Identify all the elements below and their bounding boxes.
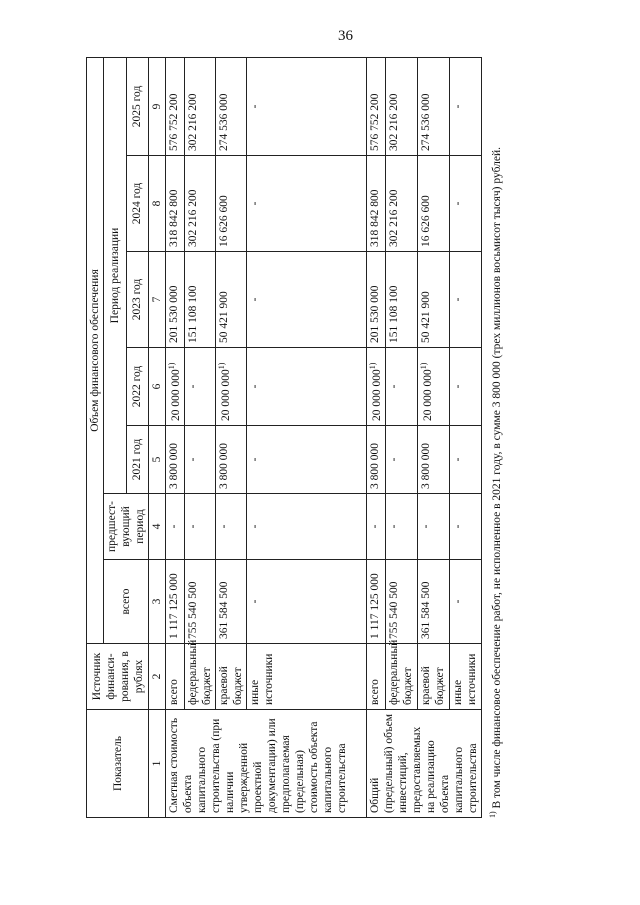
- source-cell: федеральный бюджет: [184, 644, 215, 710]
- value-cell: -: [450, 426, 482, 494]
- header-volume: Объем финансового обеспечения: [87, 57, 104, 643]
- header-year: 2025 год: [126, 57, 149, 155]
- column-number: 9: [149, 57, 166, 155]
- table-row: [184, 57, 215, 817]
- footnote: [488, 58, 504, 818]
- value-cell: 302 216 200: [184, 156, 215, 252]
- footnote-marker: 1): [488, 811, 498, 818]
- value-cell: 201 530 000: [366, 252, 385, 348]
- value-cell: 151 108 100: [184, 252, 215, 348]
- header-previous: предшест-вующий период: [104, 494, 149, 560]
- table-row: [450, 57, 482, 817]
- column-number: 7: [149, 252, 166, 348]
- value-cell: 302 216 200: [386, 57, 418, 155]
- source-cell: краевой бюджет: [215, 644, 246, 710]
- value-cell: 274 536 000: [215, 57, 246, 155]
- value-cell: -: [246, 426, 366, 494]
- value-cell: 576 752 200: [166, 57, 185, 155]
- source-cell: федеральный бюджет: [386, 644, 418, 710]
- value-cell: 3 800 000: [418, 426, 450, 494]
- value-text: 20 000 000: [169, 369, 182, 421]
- indicator-cell: Сметная стоимость объекта капитального строительства (при наличии утвержденной проектной документации) или предполагаемая (предельная) стоимость объекта капитального строительства: [166, 710, 367, 818]
- value-cell: 50 421 900: [215, 252, 246, 348]
- source-cell: всего: [366, 644, 385, 710]
- financing-table: [86, 57, 482, 818]
- value-cell: -: [246, 156, 366, 252]
- value-cell: 318 842 800: [166, 156, 185, 252]
- table-row: [246, 57, 366, 817]
- value-cell: -: [246, 57, 366, 155]
- value-cell-footnoted: [166, 348, 185, 426]
- table-row: [215, 57, 246, 817]
- value-cell: 755 540 500: [386, 560, 418, 644]
- value-cell: -: [184, 494, 215, 560]
- header-total: всего: [104, 560, 149, 644]
- table-row: [166, 57, 185, 817]
- footnote-ref: 1): [419, 362, 429, 370]
- value-cell: -: [450, 252, 482, 348]
- value-cell: 201 530 000: [166, 252, 185, 348]
- header-year: 2023 год: [126, 252, 149, 348]
- source-cell: краевой бюджет: [418, 644, 450, 710]
- value-cell: -: [386, 426, 418, 494]
- rotated-sheet: [86, 58, 621, 818]
- column-number: 6: [149, 348, 166, 426]
- value-cell: 302 216 200: [184, 57, 215, 155]
- footnote-ref: 1): [167, 362, 177, 370]
- value-cell: -: [450, 57, 482, 155]
- value-text: 20 000 000: [370, 369, 383, 421]
- value-cell: -: [184, 348, 215, 426]
- table-row: [366, 57, 385, 817]
- value-cell: 302 216 200: [386, 156, 418, 252]
- value-cell: 3 800 000: [366, 426, 385, 494]
- column-number: 5: [149, 426, 166, 494]
- header-source: Источник финанси-рования, в рублях: [87, 644, 149, 710]
- indicator-cell: Общий (предельный) объем инвестиций, предоставляемых на реализацию объекта капитального строительства: [366, 710, 481, 818]
- value-cell: 151 108 100: [386, 252, 418, 348]
- column-number: 8: [149, 156, 166, 252]
- value-cell: 16 626 600: [215, 156, 246, 252]
- value-cell: 361 584 500: [215, 560, 246, 644]
- source-cell: всего: [166, 644, 185, 710]
- header-period: Период реализации: [104, 57, 127, 493]
- footnote-text: В том числе финансовое обеспечение работ, не исполненное в 2021 году, в сумме 3 800 000 (трех миллионов восьмисот тысяч) рублей.: [490, 146, 503, 809]
- column-number: 2: [149, 644, 166, 710]
- header-indicator: Показатель: [87, 710, 149, 818]
- value-cell: 3 800 000: [166, 426, 185, 494]
- value-cell: -: [450, 560, 482, 644]
- header-year: 2024 год: [126, 156, 149, 252]
- footnote-ref: 1): [367, 362, 377, 370]
- value-cell: -: [386, 348, 418, 426]
- value-cell: -: [246, 494, 366, 560]
- value-cell: 3 800 000: [215, 426, 246, 494]
- value-cell: -: [366, 494, 385, 560]
- column-number: 4: [149, 494, 166, 560]
- value-cell: 576 752 200: [366, 57, 385, 155]
- table-row: [386, 57, 418, 817]
- value-cell: 1 117 125 000: [366, 560, 385, 644]
- value-cell: -: [450, 348, 482, 426]
- value-cell: -: [450, 156, 482, 252]
- value-cell: 361 584 500: [418, 560, 450, 644]
- value-cell: 50 421 900: [418, 252, 450, 348]
- value-text: 20 000 000: [422, 369, 435, 421]
- value-cell: -: [418, 494, 450, 560]
- value-cell: -: [246, 348, 366, 426]
- value-cell: -: [166, 494, 185, 560]
- value-cell-footnoted: [215, 348, 246, 426]
- value-text: 20 000 000: [219, 369, 232, 421]
- header-year: 2021 год: [126, 426, 149, 494]
- value-cell: -: [184, 426, 215, 494]
- value-cell-footnoted: [418, 348, 450, 426]
- value-cell: -: [215, 494, 246, 560]
- value-cell: 318 842 800: [366, 156, 385, 252]
- page-number: 36: [338, 28, 353, 44]
- source-cell: иные источники: [450, 644, 482, 710]
- value-cell: 16 626 600: [418, 156, 450, 252]
- value-cell: -: [246, 252, 366, 348]
- value-cell: -: [386, 494, 418, 560]
- footnote-ref: 1): [216, 362, 226, 370]
- value-cell: -: [450, 494, 482, 560]
- header-year: 2022 год: [126, 348, 149, 426]
- column-number: 1: [149, 710, 166, 818]
- value-cell-footnoted: [366, 348, 385, 426]
- value-cell: 755 540 500: [184, 560, 215, 644]
- value-cell: -: [246, 560, 366, 644]
- value-cell: 274 536 000: [418, 57, 450, 155]
- value-cell: 1 117 125 000: [166, 560, 185, 644]
- source-cell: иные источники: [246, 644, 366, 710]
- table-row: [418, 57, 450, 817]
- column-number: 3: [149, 560, 166, 644]
